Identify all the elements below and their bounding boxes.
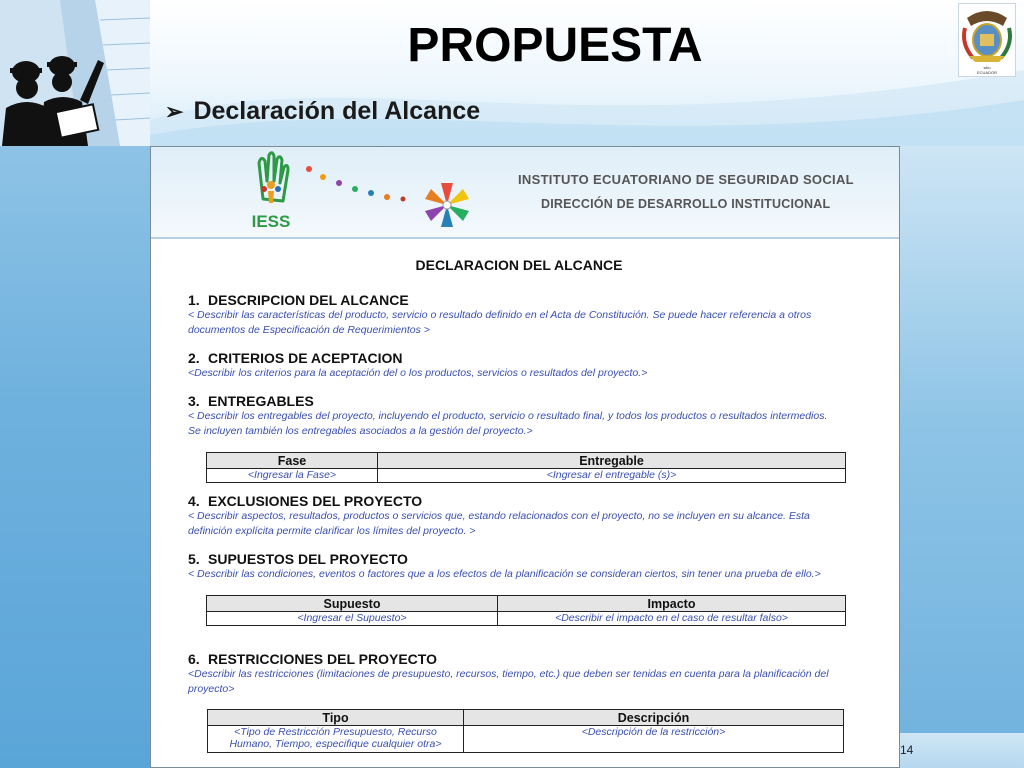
section-heading: 3. ENTREGABLES <box>188 393 314 409</box>
document-header <box>151 147 899 239</box>
slide-subtitle <box>165 97 480 126</box>
section-3 <box>188 393 868 439</box>
section-description: < Describir las condiciones, eventos o factores que a los efectos de la planificación se consideran ciertos, sin tener una prueba de ello.> <box>188 568 821 580</box>
table-header-row: Supuesto Impacto <box>207 596 846 612</box>
page-number: 14 <box>900 743 914 757</box>
svg-text:ECUADOR: ECUADOR <box>976 70 998 75</box>
table-header-row: Tipo Descripción <box>208 710 844 726</box>
pinwheel-decoration <box>301 157 471 235</box>
arrow-bullet-icon: ➢ <box>165 99 184 124</box>
section-heading: 5. SUPUESTOS DEL PROYECTO <box>188 551 408 567</box>
section-description: < Describir aspectos, resultados, productos o servicios que, estando relacionados con el proyecto, no se incluyen en su alcance. Esta definición explícita permite clarificar los límites del proyecto. > <box>188 510 810 537</box>
direction-name: DIRECCIÓN DE DESARROLLO INSTITUCIONAL <box>541 197 831 211</box>
restricciones-table <box>207 709 844 753</box>
table-row: <Tipo de Restricción Presupuesto, Recurso Humano, Tiempo, especifique cualquier otra> <Descripción de la restricción> <box>208 726 844 753</box>
entregables-table <box>206 452 846 483</box>
slide-title: PROPUESTA <box>407 19 703 72</box>
section-2 <box>188 350 868 381</box>
supuestos-table <box>206 595 846 626</box>
section-6 <box>188 651 868 697</box>
table-header-row: Fase Entregable <box>207 453 846 469</box>
section-description: < Describir los entregables del proyecto, incluyendo el producto, servicio o resultado final, y todos los productos o resultados intermedios. Se incluyen también los entregables asociados a la gestión del proyecto.> <box>188 410 828 437</box>
section-4 <box>188 493 868 539</box>
table-row: <Ingresar el Supuesto> <Describir el impacto en el caso de resultar falso> <box>207 612 846 626</box>
document-title: DECLARACION DEL ALCANCE <box>415 257 623 273</box>
section-description: <Describir los criterios para la aceptación del o los productos, servicios o resultados del proyecto.> <box>188 367 648 379</box>
iess-logo <box>241 151 301 233</box>
section-1 <box>188 292 868 338</box>
section-heading: 4. EXCLUSIONES DEL PROYECTO <box>188 493 423 509</box>
iess-logo-text: IESS <box>251 212 291 231</box>
footer-bar <box>900 733 1024 768</box>
svg-text:sitio: sitio <box>983 65 991 70</box>
table-row: <Ingresar la Fase> <Ingresar el entregable (s)> <box>207 469 846 483</box>
section-heading: 6. RESTRICCIONES DEL PROYECTO <box>188 651 437 667</box>
institute-name: INSTITUTO ECUATORIANO DE SEGURIDAD SOCIAL <box>518 172 854 187</box>
scope-statement-document <box>150 146 900 768</box>
section-description: < Describir las características del producto, servicio o resultado definido en el Acta de Constitución. Se puede hacer referencia a otros documentos de Especificación de Requerimientos > <box>188 309 812 336</box>
section-heading: 2. CRITERIOS DE ACEPTACION <box>188 350 403 366</box>
section-5 <box>188 551 868 582</box>
section-heading: 1. DESCRIPCION DEL ALCANCE <box>188 292 409 308</box>
slide-subtitle-text: Declaración del Alcance <box>193 97 481 125</box>
section-description: <Describir las restricciones (limitaciones de presupuesto, recursos, tiempo, etc.) que deben ser tenidas en cuenta para la planificación del proyecto> <box>188 668 829 695</box>
